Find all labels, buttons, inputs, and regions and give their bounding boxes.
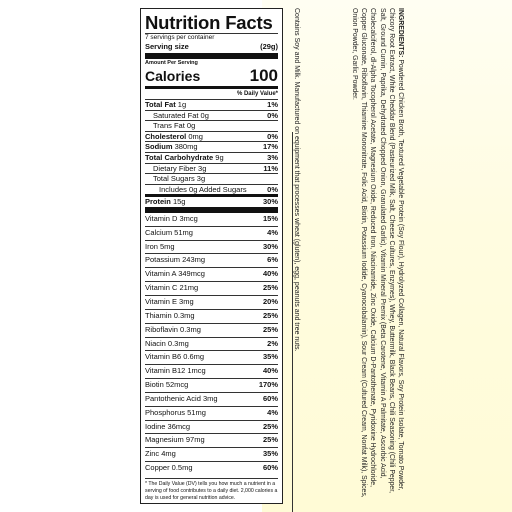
nutrient-label: Saturated Fat <box>153 110 199 120</box>
nutrient-row <box>145 120 278 131</box>
vitamin-row <box>145 447 278 461</box>
serving-size <box>145 42 278 51</box>
nutrient-row <box>145 152 278 163</box>
nutrient-row <box>145 110 278 121</box>
nutrient-label: Includes 0g Added Sugars <box>159 184 247 194</box>
nutrient-label: Sodium <box>145 142 173 152</box>
vitamin-daily-value: 4% <box>267 407 278 417</box>
daily-value-footnote: * The Daily Value (DV) tells you how much a nutrient in a serving of food contributes to a daily diet. 2,000 calories a day is used for general nutrition advice. <box>145 478 278 502</box>
nutrient-name <box>145 142 198 152</box>
vitamin-daily-value: 40% <box>262 366 278 376</box>
vitamin-name: Riboflavin 0.3mg <box>145 324 201 334</box>
daily-value-header: % Daily Value* <box>236 91 278 97</box>
vitamin-row <box>145 364 278 378</box>
nutrient-row <box>145 173 278 184</box>
nutrient-amount: 9g <box>215 152 224 162</box>
nutrient-row <box>145 99 278 110</box>
vitamin-daily-value: 25% <box>262 435 278 445</box>
nutrient-row <box>145 141 278 152</box>
vitamin-daily-value: 2% <box>267 338 278 348</box>
nutrient-name <box>145 174 205 184</box>
vitamin-daily-value: 20% <box>262 297 278 306</box>
vitamin-name: Potassium 243mg <box>145 255 206 265</box>
vitamin-daily-value: 35% <box>262 449 278 459</box>
vitamin-row <box>145 253 278 267</box>
vitamin-row <box>145 226 278 240</box>
vitamin-name: Phosphorus 51mg <box>145 407 206 417</box>
vitamin-row <box>145 392 278 406</box>
nutrition-facts-panel <box>140 8 283 504</box>
vitamin-daily-value: 35% <box>262 352 278 362</box>
amount-per-serving: Amount Per Serving <box>145 60 198 66</box>
nutrient-name <box>145 100 186 110</box>
vitamin-daily-value: 40% <box>262 269 278 279</box>
vitamin-daily-value: 25% <box>262 283 278 293</box>
nutrient-list <box>145 99 278 207</box>
nutrient-daily-value: 30% <box>262 197 278 207</box>
nutrition-facts-title: Nutrition Facts <box>145 12 273 33</box>
nutrient-label: Total Carbohydrate <box>145 152 214 162</box>
vitamin-name: Vitamin A 349mcg <box>145 269 205 279</box>
vitamin-name: Thiamin 0.3mg <box>145 310 195 320</box>
vitamin-daily-value: 4% <box>267 227 278 237</box>
vitamin-row <box>145 350 278 364</box>
calories-value: 100 <box>249 66 278 85</box>
vitamin-row <box>145 337 278 351</box>
vitamin-row <box>145 295 278 309</box>
vitamin-daily-value: 6% <box>267 255 278 265</box>
nutrient-row <box>145 131 278 142</box>
vitamin-row <box>145 378 278 392</box>
vitamin-daily-value: 25% <box>262 324 278 334</box>
nutrient-name <box>145 111 209 121</box>
vitamin-daily-value: 25% <box>262 421 278 431</box>
calories-label: Calories <box>145 68 201 84</box>
nutrient-amount: 1g <box>177 100 187 109</box>
vitamin-daily-value: 30% <box>262 241 278 251</box>
vitamin-daily-value: 15% <box>262 213 278 223</box>
vitamin-name: Vitamin D 3mcg <box>145 213 198 223</box>
nutrient-daily-value: 3% <box>267 152 278 162</box>
vitamin-row <box>145 213 278 226</box>
nutrient-label: Protein <box>145 197 171 207</box>
vitamin-daily-value: 60% <box>262 393 278 403</box>
vitamin-row <box>145 420 278 434</box>
nutrient-amount: 0mg <box>188 131 203 141</box>
nutrient-daily-value: 1% <box>267 100 278 109</box>
vitamin-row <box>145 323 278 337</box>
vitamin-name: Vitamin E 3mg <box>145 297 194 306</box>
allergen-statement: Contains Soy and Milk. Manufactured on equipment that processes wheat (gluten), egg, peanuts and tree nuts. <box>293 8 300 352</box>
vitamin-name: Niacin 0.3mg <box>145 338 189 348</box>
vitamin-name: Vitamin B12 1mcg <box>145 366 206 376</box>
nutrient-amount: 380mg <box>174 142 198 152</box>
vitamin-name: Iodine 36mcg <box>145 421 191 431</box>
ingredients-block <box>350 8 405 504</box>
nutrient-amount: 15g <box>172 197 186 207</box>
vitamin-row <box>145 309 278 323</box>
vitamin-row <box>145 406 278 420</box>
nutrient-row <box>145 163 278 174</box>
nutrient-daily-value: 17% <box>262 142 278 152</box>
nutrient-row <box>145 184 278 195</box>
nutrient-label: Trans Fat <box>153 121 185 131</box>
nutrient-name <box>145 197 185 207</box>
serving-size-value: (29g) <box>260 42 278 51</box>
nutrient-name <box>145 132 203 142</box>
nutrient-amount: 3g <box>198 163 207 173</box>
vitamin-name: Copper 0.5mg <box>145 463 193 473</box>
vitamin-name: Magnesium 97mg <box>145 435 205 445</box>
vitamin-name: Vitamin C 21mg <box>145 283 199 293</box>
vitamin-row <box>145 240 278 254</box>
vitamin-daily-value: 60% <box>262 463 278 473</box>
vitamin-daily-value: 25% <box>262 310 278 320</box>
nutrient-name <box>145 153 224 163</box>
vitamin-name: Biotin 52mcg <box>145 380 189 390</box>
nutrient-name <box>145 164 206 174</box>
vitamin-row <box>145 267 278 281</box>
nutrient-amount: 3g <box>196 174 206 184</box>
nutrient-label: Total Sugars <box>153 174 195 184</box>
ingredients-text: Powdered Chicken Broth, Textured Vegetable Protein (Soy Flour), Hydrolyzed Collagen, Natural Flavors, Soy Protein Isolate, Tomato Powder, Chicory Root Extract, White Cheddar Blend (Pasteurized Milk, Salt, Cheese Cultures, Enzymes), Whey, Buttermilk, Black Beans, Chili Seasoning (Chili Pepper, Salt, Ground Cumin, Paprika, Dehydrated Chopped Onion, Granulated Garlic), Vitamin Mineral Premix (Beta Carotene, Vitamin A Palmitate, Ascorbic Acid, Cholecalciferol, dl-Alpha Tocopherol Acetate, Magnesium Oxide, Reduced Iron, Niacinamide, Zinc Oxide, Calcium D-Pantothenate, Pyridoxine Hydrochloride, Copper Gluconate, Riboflavin, Thiamine Mononitrate, Folic Acid, Biotin, Potassium Iodide, Cyanocobalamin), Sour Cream (Cultured Cream, Nonfat Milk), Spices, Onion Powder, Garlic Powder. <box>350 8 404 498</box>
nutrient-amount: 0g <box>186 121 196 131</box>
calories-row <box>145 67 278 85</box>
vitamin-name: Pantothenic Acid 3mg <box>145 393 218 403</box>
nutrient-daily-value: 0% <box>267 184 278 194</box>
nutrient-row <box>145 194 278 207</box>
nutrient-daily-value: 0% <box>267 131 278 141</box>
nutrient-label: Cholesterol <box>145 131 187 141</box>
vitamin-name: Iron 5mg <box>145 241 175 251</box>
vitamin-row <box>145 281 278 295</box>
nutrient-daily-value: 11% <box>263 163 278 173</box>
ingredients-label: INGREDIENTS: <box>397 8 404 58</box>
vitamin-name: Zinc 4mg <box>145 449 176 459</box>
vitamin-row <box>145 433 278 447</box>
vitamin-list <box>145 213 278 475</box>
servings-per-container: 7 servings per container <box>145 34 215 41</box>
vitamin-name: Calcium 51mg <box>145 227 193 237</box>
nutrient-daily-value: 0% <box>267 110 278 120</box>
serving-size-label: Serving size <box>145 42 189 51</box>
vitamin-daily-value: 170% <box>258 380 278 390</box>
nutrient-name <box>145 185 247 195</box>
vitamin-row <box>145 461 278 475</box>
nutrient-name <box>145 121 195 131</box>
nutrient-label: Total Fat <box>145 100 176 109</box>
vitamin-name: Vitamin B6 0.6mg <box>145 352 205 362</box>
nutrient-amount: 0g <box>200 110 209 120</box>
nutrient-label: Dietary Fiber <box>153 163 196 173</box>
